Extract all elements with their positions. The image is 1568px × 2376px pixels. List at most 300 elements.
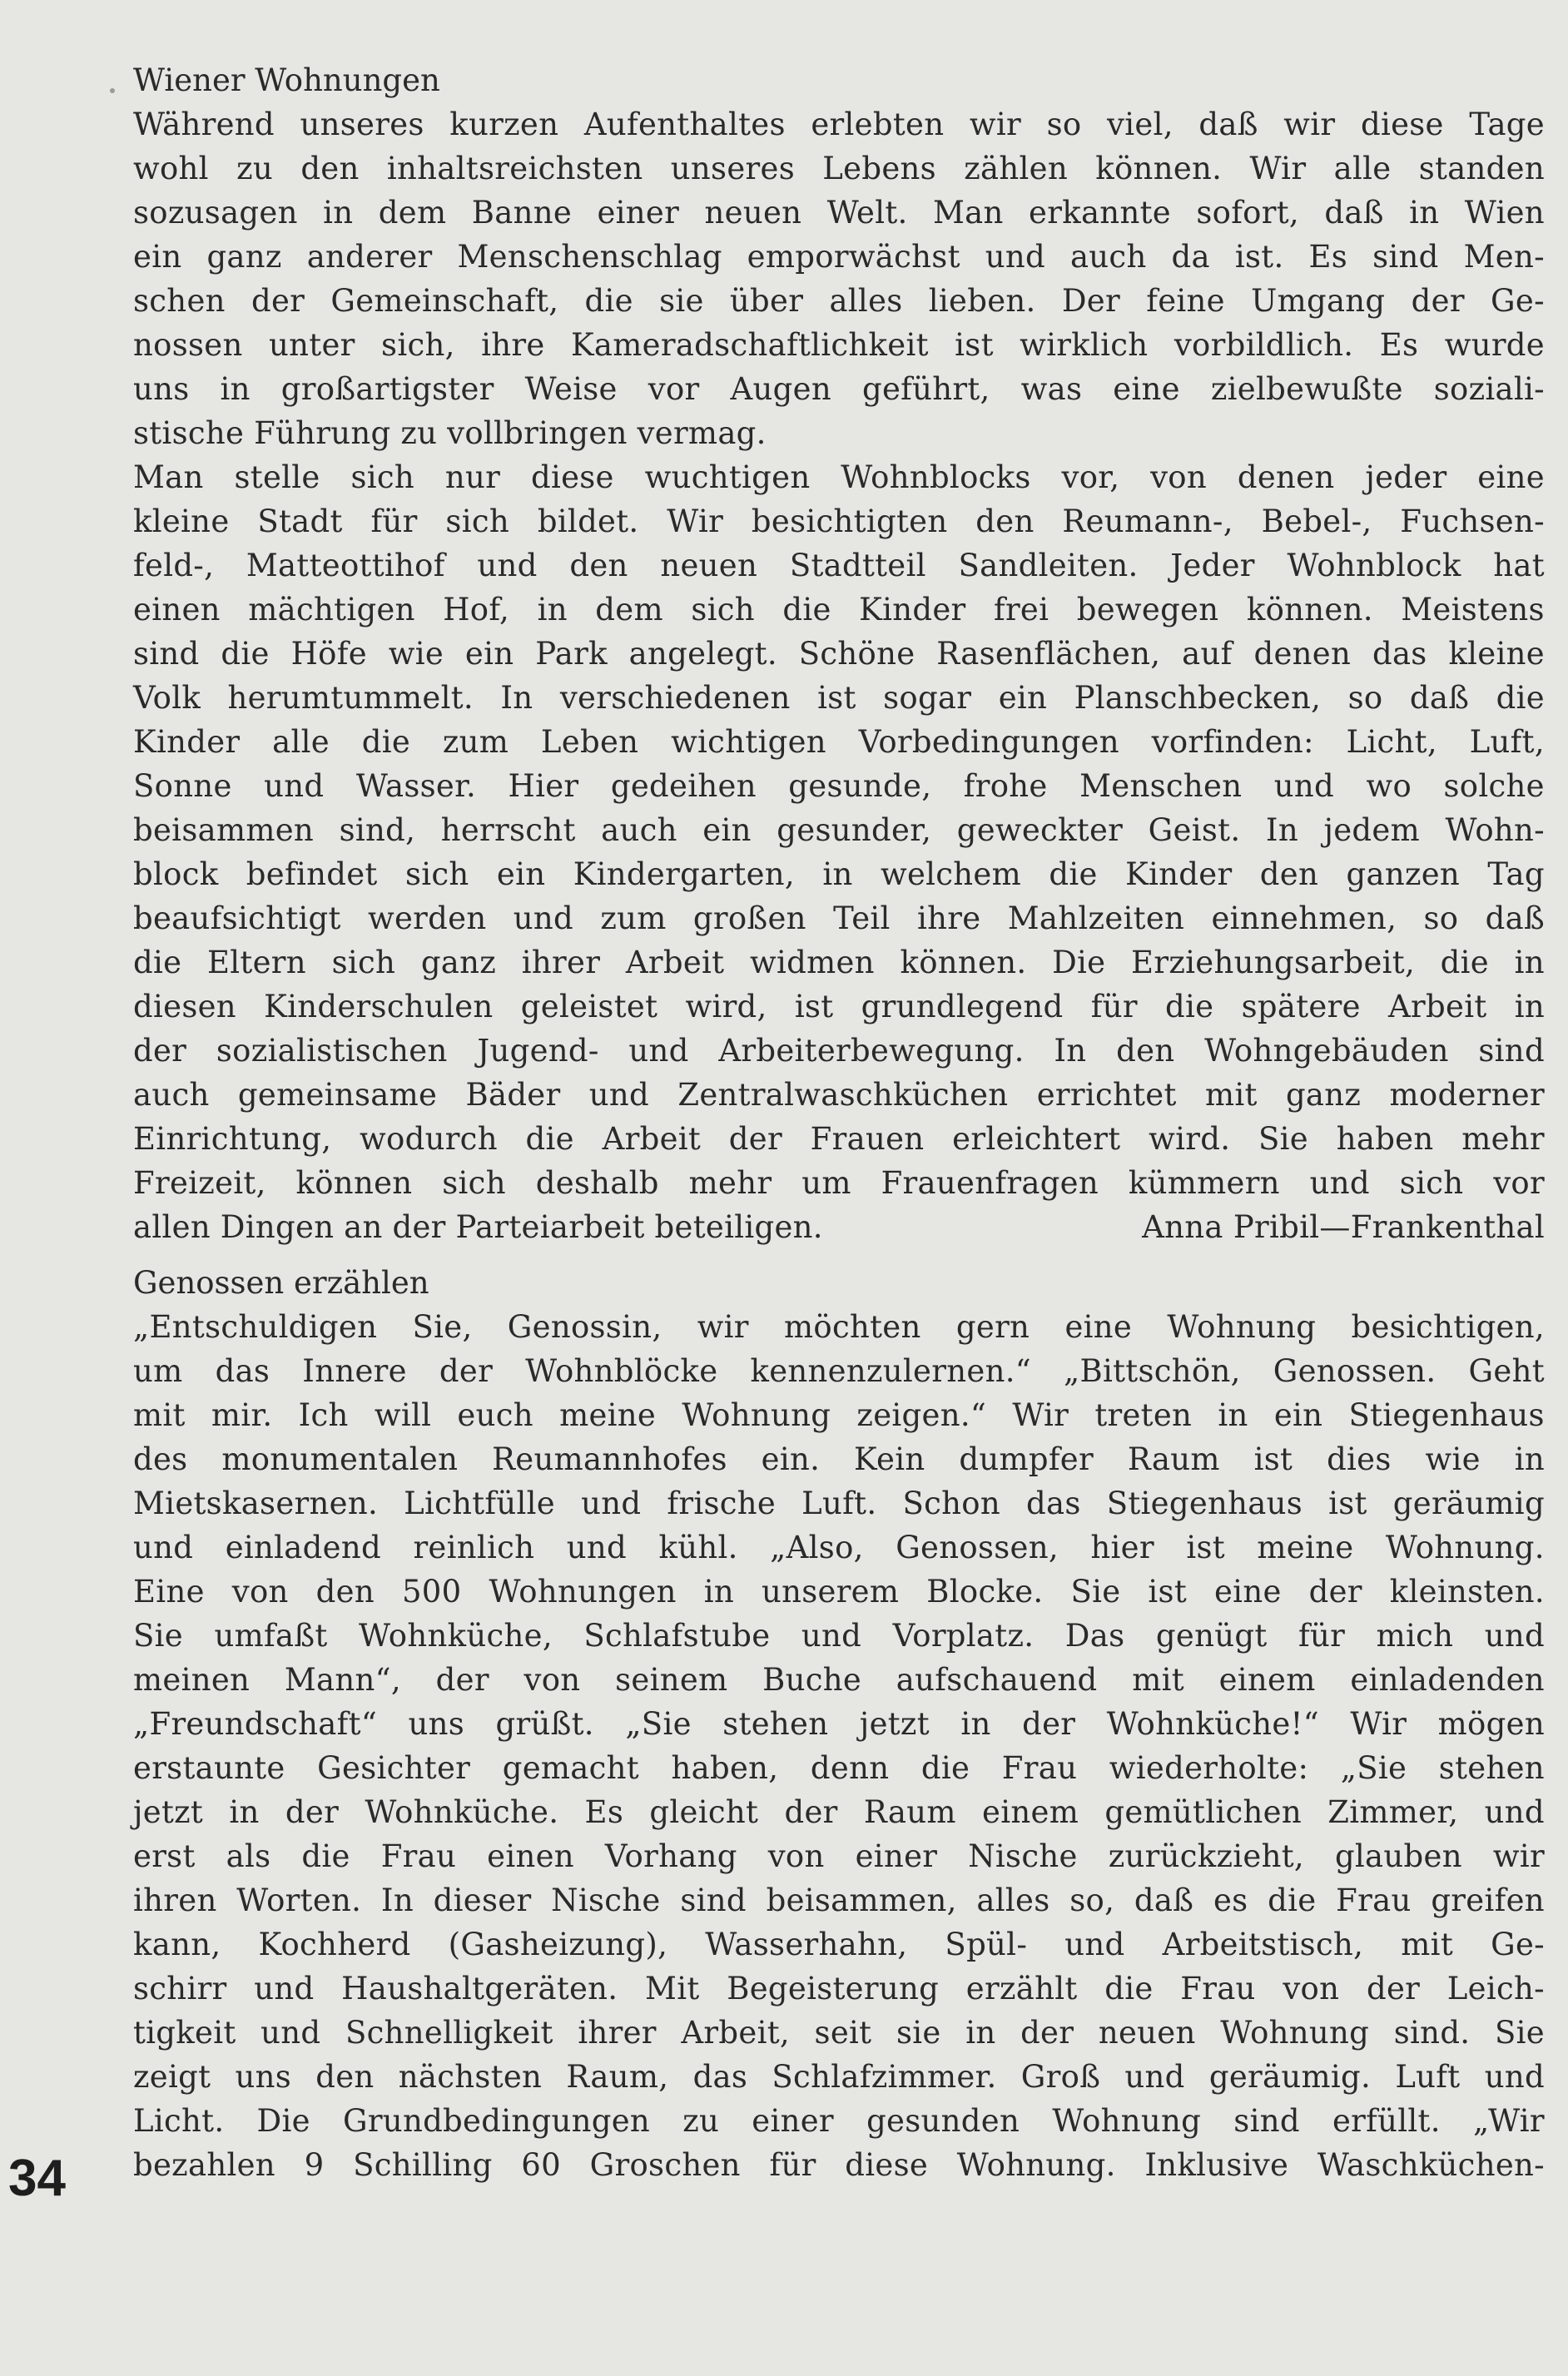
word: der — [435, 1662, 489, 1698]
word: neuen — [660, 548, 758, 583]
word: vorfinden: — [1151, 724, 1314, 760]
word: Volk — [133, 680, 201, 716]
word: Wohnung — [1167, 1309, 1317, 1345]
word: alles — [976, 1882, 1050, 1918]
word: Stadt — [257, 503, 343, 539]
word: reinlich — [413, 1530, 535, 1565]
word: will — [374, 1397, 432, 1433]
word: der — [285, 1794, 340, 1830]
word: auf — [1182, 636, 1233, 672]
text-line — [133, 632, 1545, 676]
word: einer — [752, 2103, 834, 2139]
word: und — [566, 1530, 628, 1565]
word: nossen — [133, 327, 243, 363]
word: die — [525, 1121, 574, 1157]
word: Eine — [133, 1574, 205, 1610]
word: und — [1484, 1618, 1545, 1654]
word: Menschen — [1079, 768, 1243, 804]
text-line — [133, 367, 1545, 411]
text-line — [133, 323, 1545, 367]
word: ist — [1186, 1530, 1225, 1565]
word: jeder — [1365, 459, 1447, 495]
text-line — [133, 235, 1545, 279]
word: denen — [1237, 459, 1335, 495]
word: in — [1218, 1397, 1248, 1433]
word: Jeder — [1170, 548, 1255, 583]
word: werden — [368, 900, 487, 936]
word: besichtigen, — [1351, 1309, 1545, 1345]
text-line — [133, 852, 1545, 896]
text-line — [133, 2099, 1545, 2143]
word: Genossen, — [896, 1530, 1059, 1565]
word: besichtigten — [751, 503, 948, 539]
word: sich — [691, 592, 755, 627]
word: ganz — [420, 945, 497, 980]
word: das — [215, 1353, 270, 1389]
text-line — [133, 1481, 1545, 1525]
text-line — [133, 1161, 1545, 1205]
word: unseres — [300, 107, 424, 142]
word: diese — [845, 2147, 929, 2183]
word: Man — [932, 195, 1004, 231]
word: auch — [1069, 239, 1147, 275]
word: ist. — [1234, 239, 1284, 275]
word: und — [628, 1033, 689, 1069]
word: den — [315, 2059, 375, 2095]
word: die — [1104, 1971, 1154, 2006]
word: Hier — [508, 768, 579, 804]
text-line — [133, 1702, 1545, 1746]
word: von — [1150, 459, 1208, 495]
word: moderner — [1389, 1077, 1545, 1113]
word: solche — [1443, 768, 1545, 804]
word: dem — [595, 592, 663, 627]
word: der — [1020, 2015, 1074, 2051]
word: grüßt. — [495, 1706, 594, 1742]
word: zählen — [964, 151, 1068, 186]
word: in — [1514, 1441, 1545, 1477]
word: Arbeit — [602, 1121, 702, 1157]
word: ist — [1328, 1486, 1367, 1521]
word: ein — [998, 680, 1048, 716]
word: der — [133, 1033, 187, 1069]
word: beisammen, — [766, 1882, 957, 1918]
word: sogar — [883, 680, 972, 716]
word: Genossin, — [507, 1309, 662, 1345]
word: und — [581, 1486, 642, 1521]
word: eine — [1064, 1309, 1133, 1345]
word: der — [1022, 1706, 1076, 1742]
word: Bebel-, — [1261, 503, 1372, 539]
word: den — [975, 503, 1035, 539]
word: grundlegend — [861, 989, 1064, 1024]
word: gesunden — [866, 2103, 1020, 2139]
word: wie — [388, 636, 444, 672]
text-line — [133, 1834, 1545, 1878]
word: der — [1366, 1971, 1421, 2006]
word: das — [692, 2059, 748, 2095]
word: erstaunte — [133, 1750, 285, 1786]
word: „Sie — [625, 1706, 692, 1742]
word: sich — [1399, 1165, 1464, 1201]
word: die — [782, 592, 831, 627]
word: Umgang — [1251, 283, 1386, 319]
word: Arbeitstisch, — [1162, 1927, 1364, 1962]
word: daß — [1324, 195, 1384, 231]
word: mit — [1132, 1662, 1184, 1698]
word: uns — [408, 1706, 465, 1742]
word: mögen — [1437, 1706, 1545, 1742]
word: Man — [133, 459, 204, 495]
word: einer — [597, 195, 680, 231]
word: Sie — [133, 1618, 183, 1654]
word: In — [1265, 812, 1298, 848]
word: Arbeiterbewegung. — [718, 1033, 1025, 1069]
word: Weise — [524, 371, 618, 407]
word: wir — [969, 107, 1021, 142]
word: Freizeit, — [133, 1165, 266, 1201]
word: es — [1213, 1882, 1248, 1918]
text-line — [133, 1305, 1545, 1349]
word: zum — [442, 724, 509, 760]
word: Genossen. — [1273, 1353, 1437, 1389]
word: Höfe — [290, 636, 367, 672]
word: Aufenthaltes — [583, 107, 786, 142]
word: herumtummelt. — [227, 680, 474, 716]
word: gesunde, — [788, 768, 932, 804]
text-line — [133, 1614, 1545, 1658]
word: kurzen — [449, 107, 559, 142]
word: den — [1259, 856, 1319, 892]
word: Mit — [645, 1971, 700, 2006]
word: ist — [1148, 1574, 1187, 1610]
text-line — [133, 1790, 1545, 1834]
word: Lichtfülle — [404, 1486, 556, 1521]
word: Men- — [1463, 239, 1545, 275]
word: „Also, — [770, 1530, 864, 1565]
word: bezahlen — [133, 2147, 275, 2183]
word: unter — [269, 327, 355, 363]
word: seit — [814, 2015, 872, 2051]
word: Worten. — [236, 1882, 362, 1918]
word: vor — [1493, 1165, 1545, 1201]
word: kleinsten. — [1389, 1574, 1545, 1610]
word: Wohnungen — [489, 1574, 677, 1610]
word: spätere — [1241, 989, 1361, 1024]
word: Sie — [1070, 1574, 1121, 1610]
word: sich, — [381, 327, 455, 363]
word: in — [323, 195, 354, 231]
word: kleine — [1448, 636, 1545, 672]
word: sich — [442, 1165, 506, 1201]
word: sie — [896, 2015, 941, 2051]
word: wird. — [1149, 1121, 1231, 1157]
word: Erziehungsarbeit, — [1131, 945, 1416, 980]
text-line — [133, 1570, 1545, 1614]
word: sind, — [339, 812, 416, 848]
word: daß — [1409, 680, 1470, 716]
word: Begeisterung — [727, 1971, 940, 2006]
word: geräumig — [1392, 1486, 1545, 1521]
text-line — [133, 764, 1545, 808]
word: mehr — [1461, 1121, 1545, 1157]
word: Lebens — [822, 151, 936, 186]
word: einladenden — [1350, 1662, 1545, 1698]
word: den — [1116, 1033, 1175, 1069]
word: Blocke. — [926, 1574, 1044, 1610]
word: Ich — [298, 1397, 349, 1433]
word: sich — [350, 459, 415, 495]
word: zu — [236, 151, 274, 186]
word: Frau — [1180, 1971, 1256, 2006]
text-line — [133, 1967, 1545, 2011]
word: ganzen — [1346, 856, 1461, 892]
word: eine — [1477, 459, 1545, 495]
word: erst — [133, 1838, 196, 1874]
word: beteiligen. — [654, 1209, 823, 1245]
word: und — [985, 239, 1045, 275]
word: Geist. — [1148, 812, 1241, 848]
word: wuchtigen — [644, 459, 811, 495]
word: einer — [855, 1838, 938, 1874]
word: die — [1268, 1882, 1317, 1918]
word: der — [1308, 1574, 1362, 1610]
word: Nische — [968, 1838, 1078, 1874]
word: wodurch — [360, 1121, 498, 1157]
word: mit — [133, 1397, 186, 1433]
word: ein — [1273, 1397, 1323, 1433]
word: und — [477, 548, 538, 583]
word: meine — [1257, 1530, 1354, 1565]
word: anderer — [306, 239, 433, 275]
word: den — [300, 151, 360, 186]
word: Waschküchen- — [1317, 2147, 1545, 2183]
word: Kinderschulen — [264, 989, 494, 1024]
word: das — [1026, 1486, 1081, 1521]
word: Mahlzeiten — [1007, 900, 1185, 936]
word: denn — [810, 1750, 890, 1786]
word: beisammen — [133, 812, 315, 848]
word: da — [1171, 239, 1210, 275]
word: feine — [1146, 283, 1225, 319]
word: Wasserhahn, — [705, 1927, 908, 1962]
word: Meistens — [1401, 592, 1545, 627]
word: wichtigen — [671, 724, 826, 760]
word: vermag. — [637, 415, 767, 451]
word: sind — [1478, 1033, 1545, 1069]
word: uns — [235, 2059, 292, 2095]
word: sie — [659, 283, 704, 319]
text-line — [133, 720, 1545, 764]
word: „Entschuldigen — [133, 1309, 378, 1345]
word: Kinder — [859, 592, 966, 627]
word: frohe — [963, 768, 1048, 804]
word: und — [1064, 1927, 1125, 1962]
text-line — [133, 676, 1545, 720]
word: frei — [993, 592, 1049, 627]
word: Kameradschaftlichkeit — [570, 327, 929, 363]
word: der — [1411, 283, 1465, 319]
word: (Gasheizung), — [448, 1927, 668, 1962]
word: auch — [133, 1077, 210, 1113]
word: Welt. — [826, 195, 908, 231]
word: ist — [794, 989, 834, 1024]
word: und — [264, 768, 325, 804]
word: block — [133, 856, 219, 892]
word: wie — [1425, 1441, 1481, 1477]
word: verschiedenen — [559, 680, 791, 716]
word: Frauenfragen — [881, 1165, 1099, 1201]
word: Schon — [902, 1486, 1000, 1521]
word: welchem — [880, 856, 1022, 892]
word: ganz — [1285, 1077, 1362, 1113]
word: Es — [1308, 239, 1348, 275]
text-line — [133, 1746, 1545, 1790]
word: dumpfer — [959, 1441, 1094, 1477]
word: ist — [817, 680, 856, 716]
word: zum — [600, 900, 667, 936]
text-line — [133, 411, 1545, 455]
word: und — [1484, 2059, 1545, 2095]
word: können. — [1246, 592, 1373, 627]
word: der — [439, 1353, 494, 1389]
word: einnehmen, — [1211, 900, 1397, 936]
word: Schnelligkeit — [345, 2015, 553, 2051]
word: großen — [692, 900, 806, 936]
word: ist — [955, 327, 994, 363]
word: Arbeit, — [681, 2015, 790, 2051]
word: mit — [1401, 1927, 1453, 1962]
word: alle — [1333, 151, 1392, 186]
word: und — [261, 2015, 321, 2051]
word: Mietskasernen. — [133, 1486, 379, 1521]
word: Frauen — [810, 1121, 925, 1157]
word: gemacht — [502, 1750, 639, 1786]
word: Fuchsen- — [1400, 503, 1545, 539]
word: Ge- — [1491, 1927, 1545, 1962]
word: die — [221, 636, 270, 672]
word: Wien — [1464, 195, 1545, 231]
word: erlebten — [811, 107, 945, 142]
word: treten — [1094, 1397, 1193, 1433]
word: Sandleiten. — [958, 548, 1139, 583]
word: Kein — [854, 1441, 925, 1477]
text-line — [133, 543, 1545, 588]
word: Schlafstube — [583, 1618, 771, 1654]
word: Es — [1379, 327, 1419, 363]
word: Reumannhofes — [492, 1441, 727, 1477]
word: des — [133, 1441, 188, 1477]
word: die — [301, 1838, 350, 1874]
word: in — [537, 592, 568, 627]
word: dies — [1327, 1441, 1392, 1477]
word: schirr — [133, 1971, 227, 2006]
word: Teil — [833, 900, 891, 936]
word: als — [226, 1838, 271, 1874]
word: Die — [256, 2103, 310, 2139]
word: für — [1298, 1618, 1346, 1654]
word: stehen — [1438, 1750, 1545, 1786]
word: Ge- — [1491, 283, 1545, 319]
word: „Bittschön, — [1064, 1353, 1241, 1389]
word: stelle — [234, 459, 320, 495]
word: die — [584, 283, 633, 319]
word: Wir — [1249, 151, 1307, 186]
word: den — [315, 1574, 375, 1610]
word: Zimmer, — [1327, 1794, 1459, 1830]
word: Sie — [1258, 1121, 1308, 1157]
word: die — [1440, 945, 1489, 980]
word: ein. — [761, 1441, 821, 1477]
word: Haushaltgeräten. — [341, 1971, 618, 2006]
word: Arbeit — [1388, 989, 1487, 1024]
word: Wohnküche!“ — [1106, 1706, 1319, 1742]
word: umfaßt — [214, 1618, 328, 1654]
word: sozusagen — [133, 195, 298, 231]
word: eine — [1113, 371, 1180, 407]
word: meine — [559, 1397, 657, 1433]
text-line — [133, 1878, 1545, 1922]
word: und — [1484, 1794, 1545, 1830]
word: und — [133, 1530, 194, 1565]
word: errichtet — [1036, 1077, 1177, 1113]
word: einem — [1218, 1662, 1316, 1698]
word: die — [1049, 856, 1098, 892]
word: Wir — [667, 503, 724, 539]
word: sich — [331, 945, 396, 980]
word: lieben. — [928, 283, 1036, 319]
word: Vorbedingungen — [858, 724, 1119, 760]
word: Das — [1064, 1618, 1125, 1654]
word: was — [1020, 371, 1083, 407]
word: frische — [667, 1486, 777, 1521]
word: ist — [1253, 1441, 1293, 1477]
word: daß — [1134, 1882, 1194, 1918]
text-line — [133, 808, 1545, 852]
word: Frau — [1001, 1750, 1078, 1786]
word: Schöne — [798, 636, 915, 672]
word: mächtigen — [248, 592, 415, 627]
word: Menschenschlag — [457, 239, 722, 275]
word: daß — [1198, 107, 1258, 142]
word: der — [251, 283, 305, 319]
word: Nische — [551, 1882, 661, 1918]
word: wirklich — [1020, 327, 1149, 363]
word: so, — [1069, 1882, 1115, 1918]
word: Stiegenhaus — [1348, 1397, 1545, 1433]
word: ganz — [206, 239, 282, 275]
word: monumentalen — [221, 1441, 459, 1477]
word: alles — [829, 283, 903, 319]
word: zurückzieht, — [1108, 1838, 1304, 1874]
word: euch — [457, 1397, 533, 1433]
word: den — [569, 548, 628, 583]
word: Wohnblock — [1287, 548, 1461, 583]
word: erfüllt. — [1332, 2103, 1441, 2139]
word: sofort, — [1196, 195, 1299, 231]
word: Tag — [1487, 856, 1545, 892]
word: die — [361, 724, 411, 760]
text-line — [133, 499, 1545, 543]
word: Wohnblocks — [841, 459, 1031, 495]
word: wohl — [133, 151, 209, 186]
word: Inklusive — [1144, 2147, 1289, 2183]
word: deshalb — [535, 1165, 659, 1201]
word: Banne — [471, 195, 573, 231]
word: ein — [496, 856, 546, 892]
word: 9 — [304, 2147, 325, 2183]
word: Licht, — [1346, 724, 1437, 760]
